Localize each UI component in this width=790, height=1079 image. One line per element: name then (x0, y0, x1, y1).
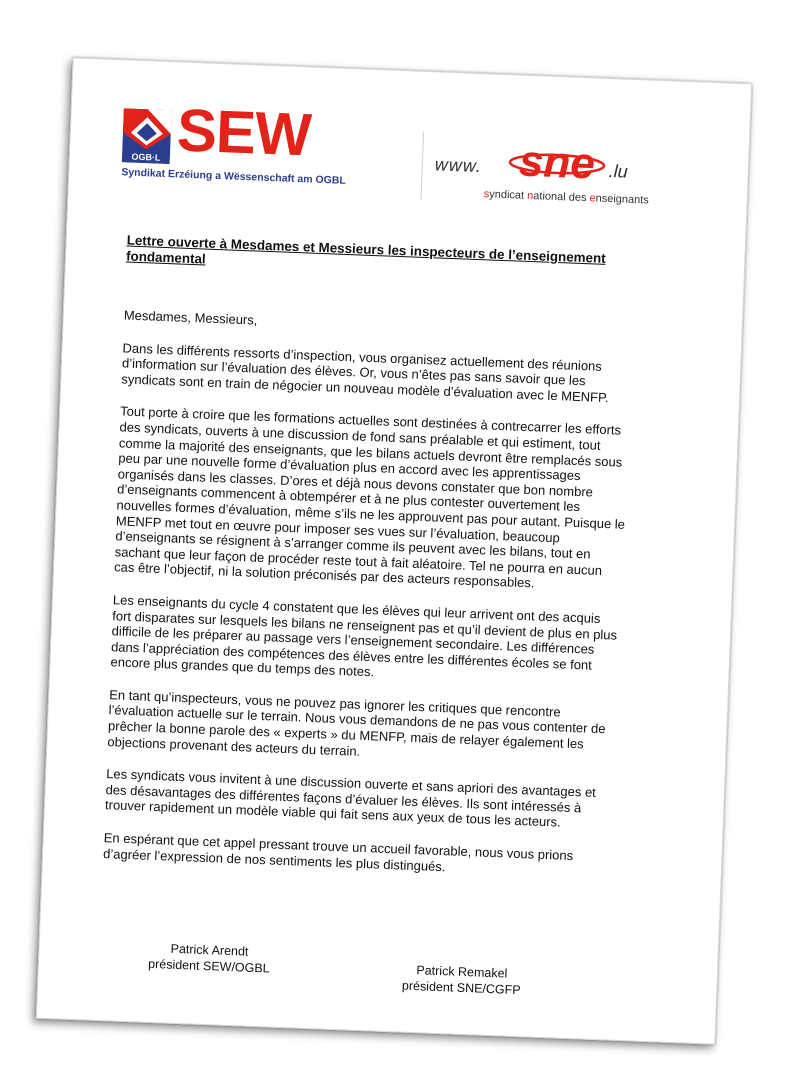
sew-logo-name: SEW (175, 96, 312, 169)
letter-title: Lettre ouverte à Mesdames et Messieurs les inspecteurs de l’enseignement fondamental (125, 232, 606, 267)
letter-paragraph: Les enseignants du cycle 4 constatent que les élèves qui leur arrivent ont des acquis fort disparates sur lesquels les bilans ne renseignent pas et qu’il devient de plus en plus difficile de les préparer au passage vers l’enseignement secondaire. Les différences dans l’appréciation des compétences des élèves entre les différentes écoles se font encore plus grandes que du temps des notes. (110, 592, 618, 680)
logo-divider (421, 132, 425, 200)
signature-sne (386, 961, 537, 999)
sne-logo-prefix: www. (434, 154, 483, 177)
letter-paragraph: Les syndicats vous invitent à une discussion ouverte et sans apriori des avantages et des désavantages des différentes façons d’évaluer les élèves. Ils sont intéressés à trouver rapidement un modèle viable qui fait sens aux yeux de tous les acteurs. (104, 766, 597, 831)
ogbl-box-label: OGB·L (131, 151, 161, 163)
signature-name: Patrick Arendt (170, 941, 249, 959)
signature-role: président SNE/CGFP (401, 978, 521, 998)
sne-logo-subtitle: syndicat national des enseignants (483, 188, 650, 207)
sne-logo (433, 130, 706, 220)
letter-paragraph: Tout porte à croire que les formations actuelles sont destinées à contrecarrer les efforts des syndicats, ouverts à une discussion de fond sans préalable et qui estiment, tout comme la majorité des enseignants, que les bilans actuels devront être remplacés sous peu par une nouvelle forme d’évaluation plus en accord avec les apprentissages organisés dans les classes. D’ores et déjà nous devons constater que bon nombre d’enseignants commencent à obtempérer et à ne plus contester ouvertement les nouvelles formes d’évaluation, même s’ils ne les approuvent pas pour autant. Puisque le MENFP met tout en œuvre pour imposer ses vues sur l’évaluation, beaucoup d’enseignants se résignent à s’arranger comme ils peuvent avec les bilans, tout en sachant que leur façon de procéder reste tout à fait aléatoire. Tel ne pourra en aucun cas être l’objectif, ni la solution préconisés par des acteurs responsables. (113, 403, 626, 591)
sew-logo-subtitle: Syndikat Erzéiung a Wëssenschaft am OGBL (121, 166, 347, 187)
ogbl-emblem-icon (122, 108, 172, 164)
sne-mark-icon (506, 135, 608, 191)
signature-role: président SEW/OGBL (147, 956, 270, 976)
signature-sew (134, 939, 285, 977)
letter-salutation: Mesdames, Messieurs, (123, 307, 258, 328)
sne-mark-text: sne (518, 136, 596, 189)
letter-paragraph: En tant qu’inspecteurs, vous ne pouvez pas ignorer les critiques que rencontre l’évaluation actuelle sur le terrain. Nous vous demandons de ne pas vous contenter de prêcher la bonne parole des « experts » du MENFP, mais de relayer également les objections provenant des acteurs du terrain. (107, 687, 606, 759)
letter-paragraph: En espérant que cet appel pressant trouve un accueil favorable, nous vous prions d’agréer l’expression de nos sentiments les plus distingués. (102, 830, 574, 874)
letter-body (102, 233, 636, 898)
signature-name: Patrick Remakel (416, 963, 508, 981)
letter-page (36, 57, 752, 1044)
letter-paragraph: Dans les différents ressorts d’inspection, vous organisez actuellement des réunions d’information sur l’évaluation des élèves. Or, vous n’êtes pas sans savoir que les syndicats sont en train de négocier un nouveau modèle d’évaluation avec le MENFP. (121, 340, 609, 405)
sne-logo-suffix: .lu (608, 160, 629, 182)
sew-logo (121, 96, 404, 199)
